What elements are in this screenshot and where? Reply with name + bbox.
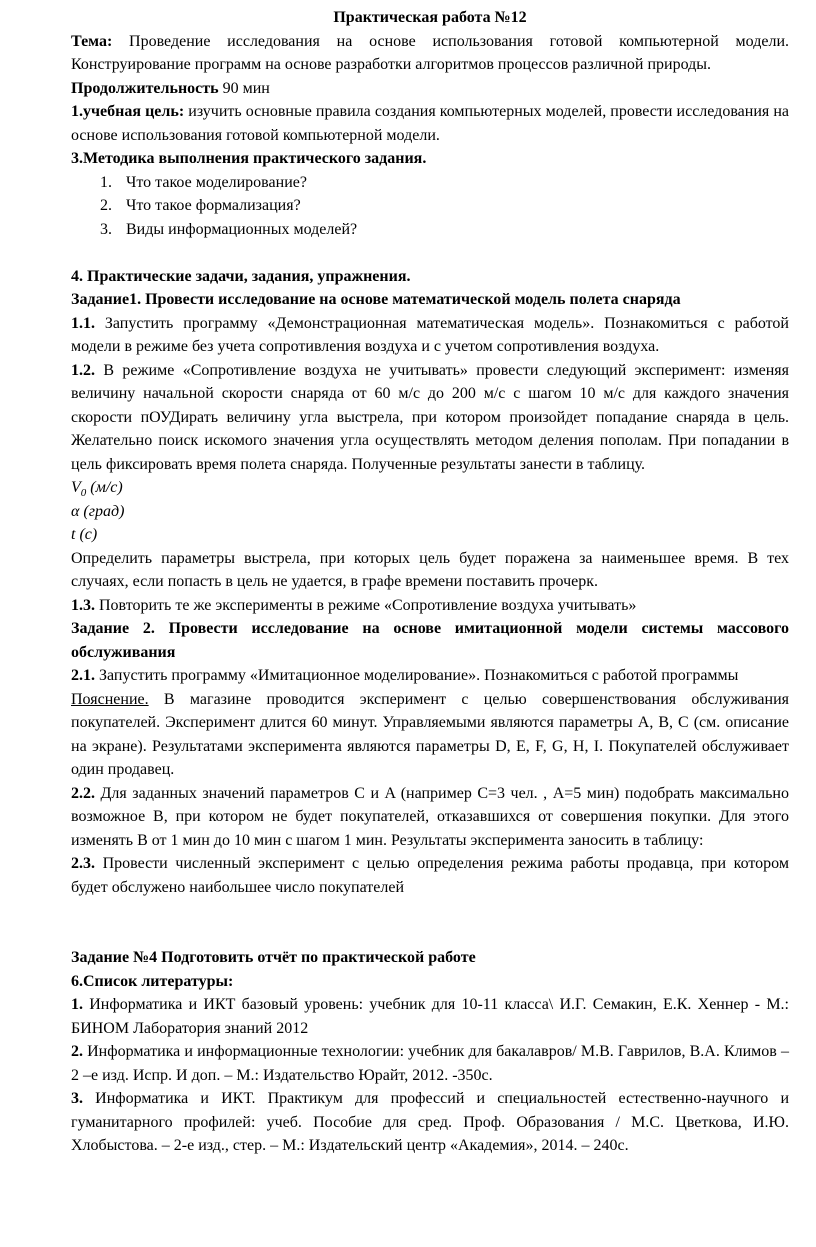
question-number: 2. [100, 197, 112, 214]
paragraph-2-1-number: 2.1. [71, 667, 95, 684]
paragraph-2-3-number: 2.3. [71, 855, 95, 872]
paragraph-1-3-text: Повторить те же эксперименты в режиме «Сопротивление воздуха учитывать» [95, 596, 637, 614]
paragraph-1-1-number: 1.1. [71, 314, 95, 332]
paragraph-duration [71, 77, 789, 101]
reference-number: 2. [71, 1043, 83, 1060]
reference-text: Информатика и информационные технологии: учебник для бакалавров/ М.В. Гаврилов, В.А. Климов – 2 –е изд. Испр. И доп. – М.: Издательство Юрайт, 2012. -350с. [71, 1043, 789, 1084]
reference-number: 1. [71, 996, 83, 1013]
spacer [71, 241, 789, 265]
paragraph-explanation [71, 688, 789, 782]
paragraph-2-2 [71, 782, 789, 853]
paragraph-2-2-text: Для заданных значений параметров C и A (например C=3 чел. , A=5 мин) подобрать максимально возможное B, при котором не будет покупателей, отказавшихся от совершения покупки. Для этого изменять B от 1 мин до 10 мин с шагом 1 мин. Результаты эксперимента заносить в таблицу: [71, 784, 789, 849]
question-text: Что такое формализация? [126, 197, 301, 214]
paragraph-2-1-text: Запустить программу «Имитационное моделирование». Познакомиться с работой программы [95, 667, 739, 684]
practice-heading: 4. Практические задачи, задания, упражнения. [71, 267, 411, 285]
reference-item [71, 1087, 789, 1158]
paragraph-1-3-number: 1.3. [71, 596, 95, 614]
task2-heading: Задание 2. Провести исследование на основе имитационной модели системы массового обслуживания [71, 620, 789, 661]
paragraph-1-1 [71, 312, 789, 359]
question-item [71, 218, 789, 242]
duration-value: 90 мин [218, 79, 270, 97]
paragraph-2-2-number: 2.2. [71, 784, 95, 802]
reference-number: 3. [71, 1090, 83, 1107]
table-row-alpha: α (град) [71, 502, 125, 520]
paragraph-1-3 [71, 594, 789, 618]
paragraph-goal [71, 100, 789, 147]
paragraph-2-1 [71, 664, 789, 688]
goal-label: 1.учебная цель: [71, 103, 185, 120]
question-number: 3. [100, 220, 112, 238]
question-number: 1. [100, 173, 112, 191]
reference-text: Информатика и ИКТ базовый уровень: учебник для 10-11 класса\ И.Г. Семакин, Е.К. Хеннер - М.: БИНОМ Лаборатория знаний 2012 [71, 996, 789, 1037]
reference-text: Информатика и ИКТ. Практикум для профессий и специальностей естественно-научного и гуманитарного профилей: учеб. Пособие для сред. Проф. Образования / М.С. Цветкова, И.Ю. Хлобыстова. – 2-е изд., стер. – М.: Издательский центр «Академия», 2014. – 240с. [71, 1090, 789, 1154]
v0-symbol: V [71, 479, 81, 496]
theme-text: Проведение исследования на основе использования готовой компьютерной модели. Конструирование программ на основе разработки алгоритмов процессов различной природы. [71, 32, 789, 73]
table-row-t: t (с) [71, 526, 98, 543]
question-item [71, 194, 789, 218]
reference-item [71, 993, 789, 1040]
task1-heading: Задание1. Провести исследование на основе математической модель полета снаряда [71, 291, 681, 308]
references-heading: 6.Список литературы: [71, 972, 234, 990]
duration-label: Продолжительность [71, 79, 219, 97]
question-text: Виды информационных моделей? [126, 220, 358, 238]
paragraph-theme [71, 30, 789, 77]
methodology-questions [71, 171, 789, 242]
paragraph-2-3-text: Провести численный эксперимент с целью определения режима работы продавца, при котором будет обслужено наибольшее число покупателей [71, 855, 789, 896]
v0-unit: (м/с) [86, 479, 123, 496]
goal-text: изучить основные правила создания компьютерных моделей, провести исследования на основе использования готовой компьютерной модели. [71, 103, 789, 144]
paragraph-1-2 [71, 359, 789, 477]
v0-subscript: 0 [80, 487, 87, 500]
document-title: Практическая работа №12 [333, 9, 527, 26]
question-text: Что такое моделирование? [126, 173, 307, 191]
methodology-heading: 3.Методика выполнения практического задания. [71, 150, 427, 167]
report-heading: Задание №4 Подготовить отчёт по практической работе [71, 949, 476, 966]
theme-label: Тема: [71, 32, 113, 50]
explanation-label: Пояснение. [71, 690, 149, 708]
paragraph-determine: Определить параметры выстрела, при которых цель будет поражена за наименьшее время. В тех случаях, если попасть в цель не удается, в графе времени поставить прочерк. [71, 549, 789, 590]
paragraph-1-2-number: 1.2. [71, 361, 95, 379]
question-item [71, 171, 789, 195]
table-row-v0 [71, 476, 789, 500]
reference-item [71, 1040, 789, 1087]
explanation-text: В магазине проводится эксперимент с целью совершенствования обслуживания покупателей. Эксперимент длится 60 минут. Управляемыми являются параметры A, B, C (см. описание на экране). Результатами эксперимента являются параметры D, E, F, G, H, I. Покупателей обслуживает один продавец. [71, 690, 789, 778]
paragraph-1-2-text: В режиме «Сопротивление воздуха не учитывать» провести следующий эксперимент: изменяя величину начальной скорости снаряда от 60 м/с до 200 м/с с шагом 10 м/с для каждого значения скорости пОУДирать величину угла выстрела, при котором произойдет попадание снаряда в цель. Желательно поиск искомого значения угла осуществлять методом деления пополам. При попадании в цель фиксировать время полета снаряда. Полученные результаты занести в таблицу. [71, 361, 789, 473]
paragraph-1-1-text: Запустить программу «Демонстрационная математическая модель». Познакомиться с работой модели в режиме без учета сопротивления воздуха и с учетом сопротивления воздуха. [71, 314, 789, 355]
spacer [71, 899, 789, 923]
spacer [71, 923, 789, 947]
paragraph-2-3 [71, 852, 789, 899]
